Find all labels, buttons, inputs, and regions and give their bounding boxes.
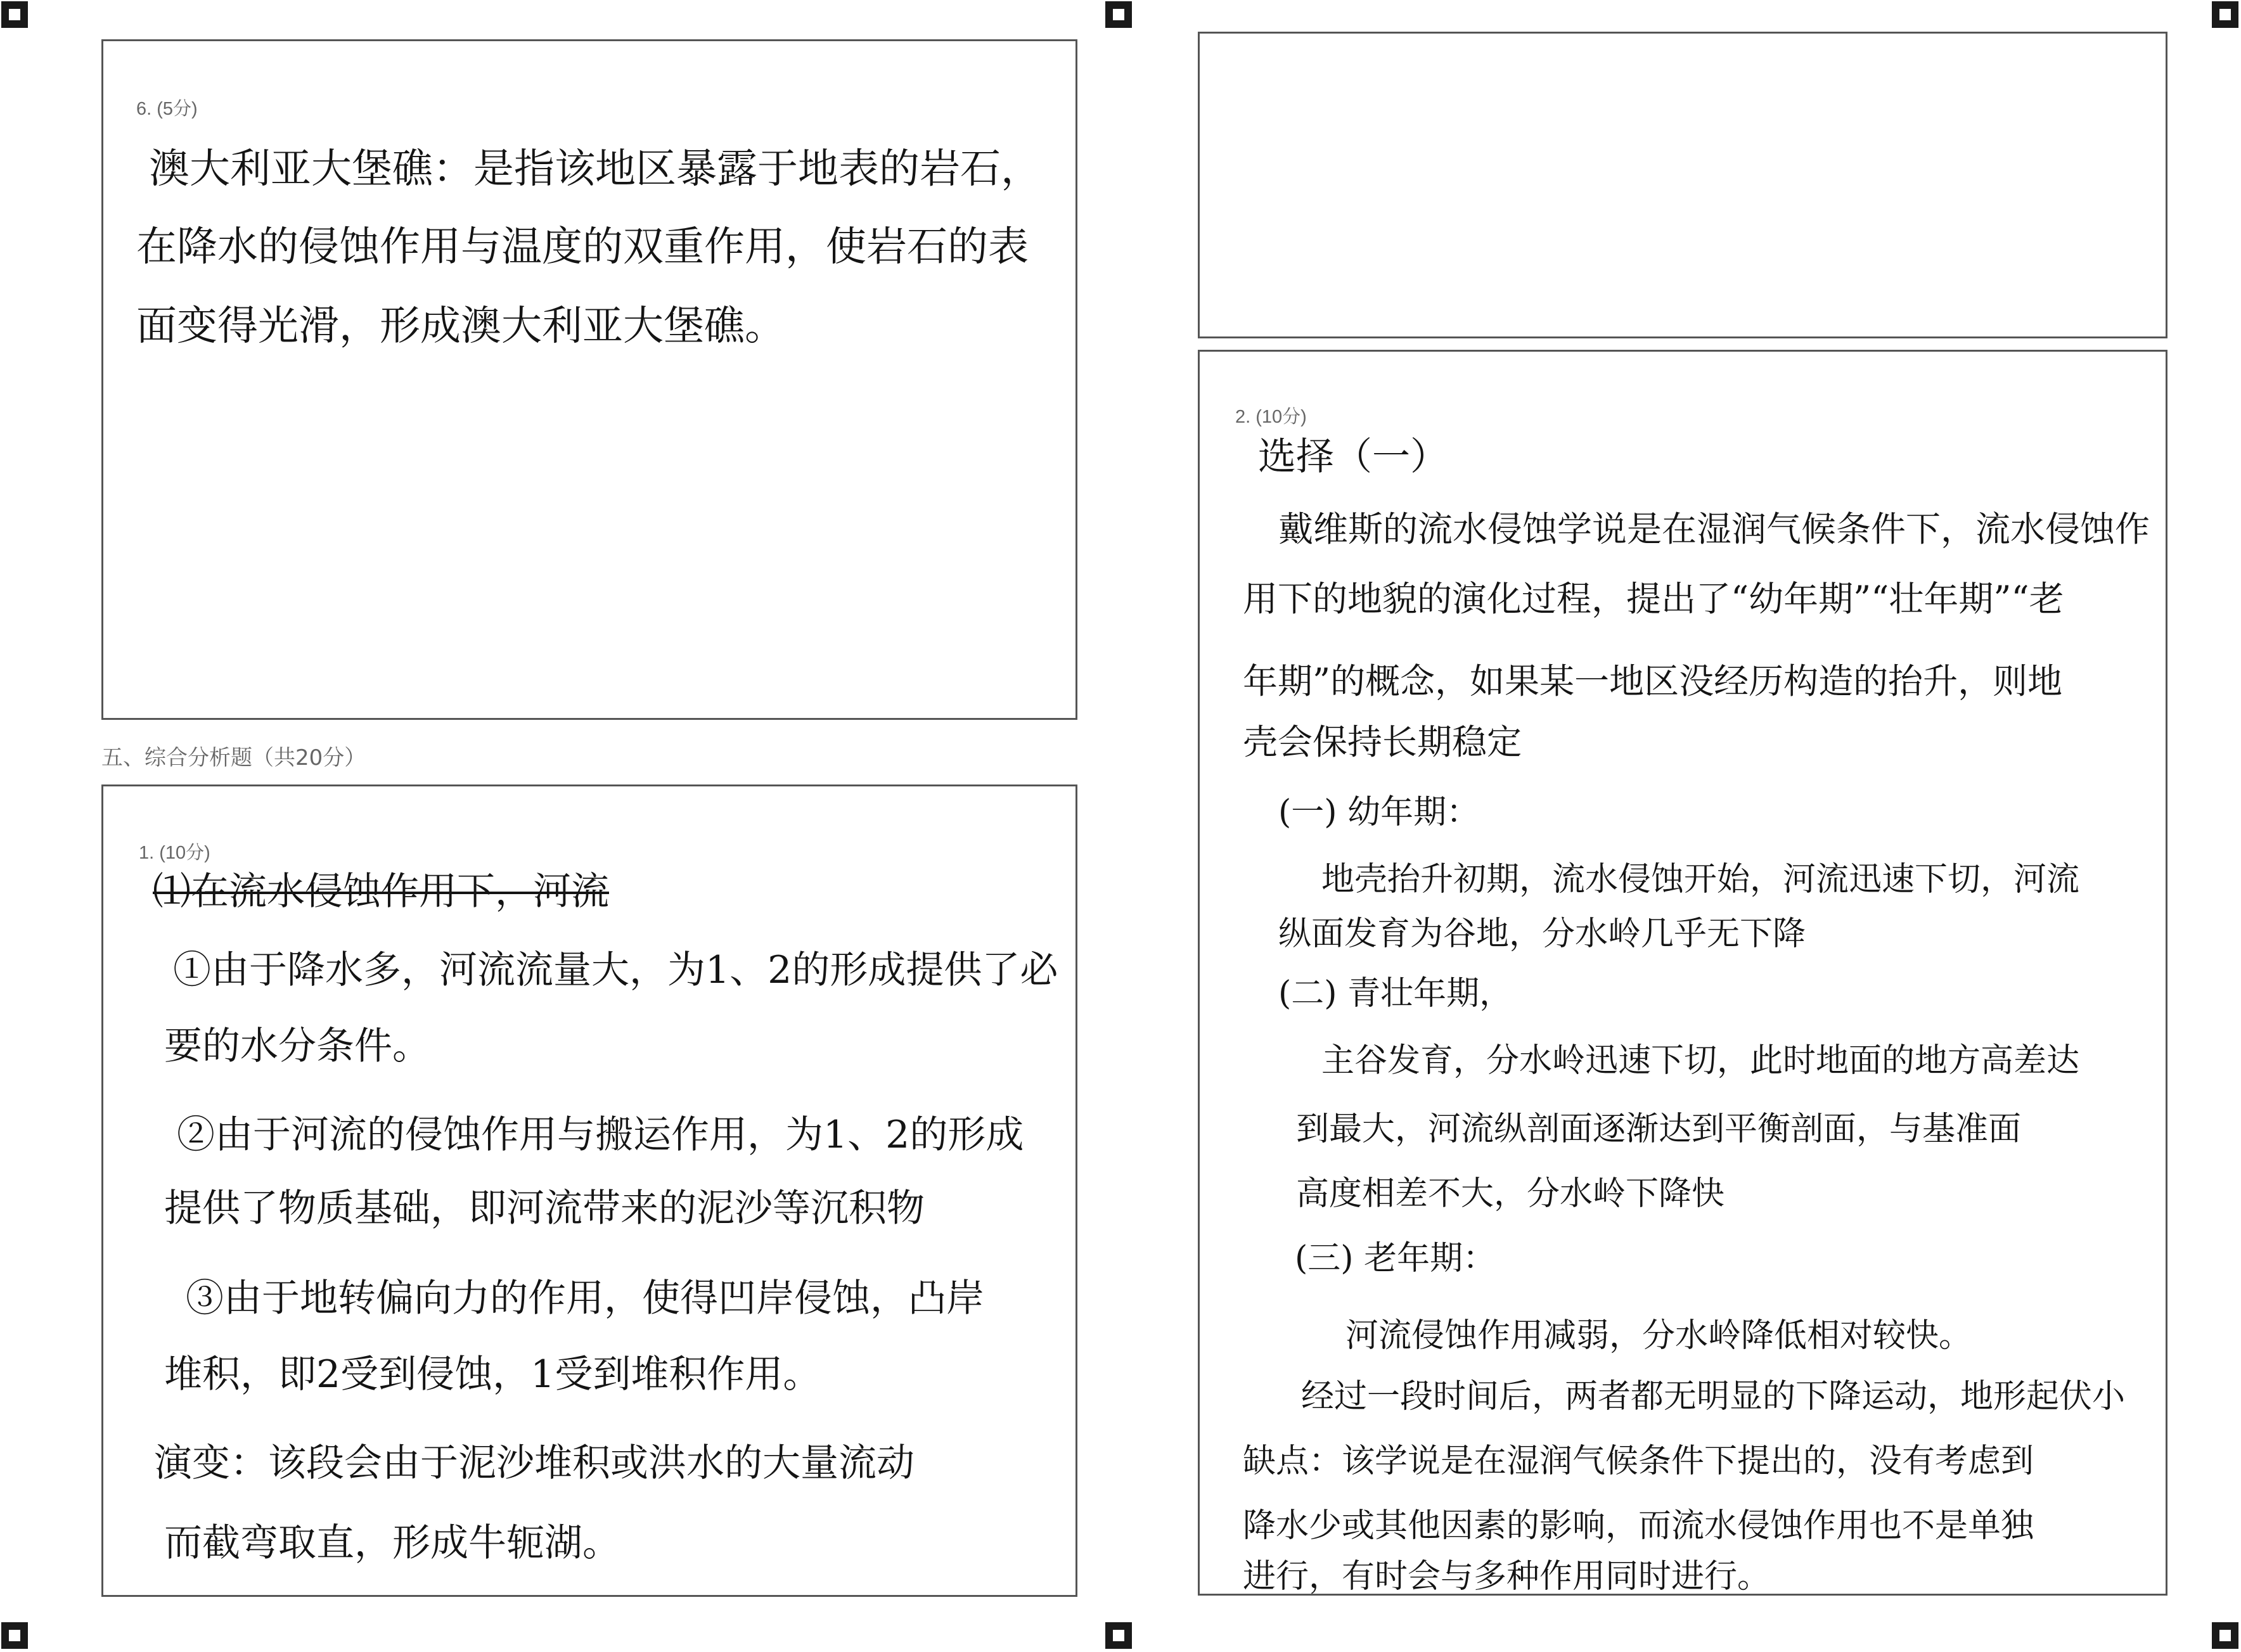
handwritten-line: 河流侵蚀作用减弱，分水岭降低相对较快。: [1345, 1317, 1972, 1355]
handwritten-line: 年期”的概念，如果某一地区没经历构造的抬升，则地: [1243, 661, 2063, 701]
handwritten-line: 地壳抬升初期，流水侵蚀开始，河流迅速下切，河流: [1321, 861, 2080, 899]
answer-box-blank: [1198, 32, 2167, 338]
registration-marker-top-left: [1, 1, 28, 28]
handwritten-line: 到最大，河流纵剖面逐渐达到平衡剖面，与基准面: [1296, 1110, 2022, 1148]
answer-box-q2: [1198, 350, 2167, 1596]
registration-marker-top-right: [2212, 1, 2238, 28]
answer-box-q6: [101, 39, 1077, 720]
handwritten-line: 要的水分条件。: [164, 1024, 430, 1068]
handwritten-line: 经过一段时间后，两者都无明显的下降运动，地形起伏小: [1301, 1378, 2126, 1416]
handwritten-line: 缺点：该学说是在湿润气候条件下提出的，没有考虑到: [1243, 1442, 2034, 1480]
handwritten-line: 在降水的侵蚀作用与温度的双重作用，使岩石的表: [136, 224, 1029, 271]
handwritten-line: 戴维斯的流水侵蚀学说是在湿润气候条件下，流水侵蚀作: [1278, 509, 2150, 549]
stage-heading: (三) 老年期：: [1295, 1239, 1496, 1277]
handwritten-line: 澳大利亚大堡礁：是指该地区暴露于地表的岩石，: [149, 146, 1041, 193]
registration-marker-bottom-center: [1105, 1622, 1132, 1649]
handwritten-line: ③由于地转偏向力的作用，使得凹岸侵蚀，凸岸: [186, 1276, 984, 1321]
handwritten-line: ②由于河流的侵蚀作用与搬运作用，为1、2的形成: [177, 1113, 1024, 1157]
question-label-q2: 2. (10分): [1235, 407, 1307, 427]
handwritten-line: 降水少或其他因素的影响，而流水侵蚀作用也不是单独: [1243, 1507, 2034, 1545]
handwritten-choice: 选择（一）: [1258, 435, 1448, 479]
answer-box-q1: [101, 784, 1077, 1597]
handwritten-line: 用下的地貌的演化过程，提出了“幼年期”“壮年期”“老: [1243, 579, 2064, 619]
question-label-q1: 1. (10分): [139, 843, 210, 863]
struck-out-line: ⑴在流水侵蚀作用下，河流: [153, 869, 609, 914]
handwritten-line: ①由于降水多，河流流量大，为1、2的形成提供了必: [173, 948, 1058, 992]
handwritten-line: 而截弯取直，形成牛轭湖。: [164, 1521, 620, 1565]
registration-marker-bottom-right: [2212, 1622, 2238, 1649]
handwritten-line: 堆积，即2受到侵蚀，1受到堆积作用。: [164, 1352, 821, 1397]
stage-heading: (一) 幼年期：: [1278, 793, 1480, 831]
handwritten-line: 面变得光滑，形成澳大利亚大堡礁。: [136, 303, 785, 350]
registration-marker-top-center: [1105, 1, 1132, 28]
registration-marker-bottom-left: [1, 1622, 28, 1649]
handwritten-line: 演变：该段会由于泥沙堆积或洪水的大量流动: [154, 1441, 915, 1485]
handwritten-line: 壳会保持长期稳定: [1243, 722, 1522, 762]
handwritten-line: 进行，有时会与多种作用同时进行。: [1243, 1558, 1771, 1596]
handwritten-line: 提供了物质基础，即河流带来的泥沙等沉积物: [164, 1186, 925, 1231]
handwritten-line: 主谷发育，分水岭迅速下切，此时地面的地方高差达: [1321, 1042, 2080, 1080]
section-title: 五、综合分析题（共20分）: [101, 745, 366, 771]
handwritten-line: 纵面发育为谷地，分水岭几乎无下降: [1278, 915, 1806, 953]
stage-heading: (二) 青壮年期，: [1278, 975, 1513, 1013]
question-label-q6: 6. (5分): [136, 99, 198, 119]
handwritten-line: 高度相差不大，分水岭下降快: [1296, 1175, 1725, 1213]
